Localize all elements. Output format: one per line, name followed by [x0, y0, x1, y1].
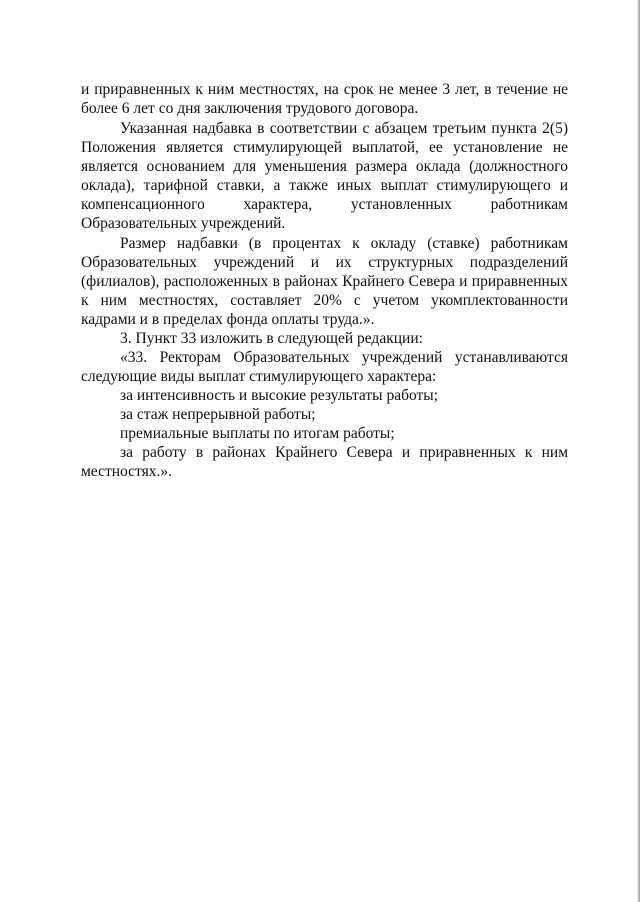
paragraph-allowance-status: Указанная надбавка в соответствии с абзацем третьим пункта 2(5) Положения является стимулирующей выплатой, ее установление не является основанием для уменьшения размера оклада (должностного оклада), тарифной ставки, а также иных выплат стимулирующего и компенсационного характера, установленных работникам Образовательных учреждений. — [81, 120, 568, 232]
paragraph-clause-33: «33. Ректорам Образовательных учреждений устанавливаются следующие виды выплат стимулирующего характера: — [81, 349, 568, 385]
list-item-north: за работу в районах Крайнего Севера и приравненных к ним местностях.». — [81, 444, 568, 480]
list-item-seniority: за стаж непрерывной работы; — [120, 406, 316, 423]
document-body — [81, 80, 568, 481]
paragraph-continuation: и приравненных к ним местностях, на срок не менее 3 лет, в течение не более 6 лет со дня заключения трудового договора. — [81, 81, 568, 117]
paragraph-allowance-size: Размер надбавки (в процентах к окладу (ставке) работникам Образовательных учреждений и их структурных подразделений (филиалов), расположенных в районах Крайнего Севера и приравненных к ним местностях, составляет 20% с учетом укомплектованности кадрами и в пределах фонда оплаты труда.». — [81, 235, 568, 328]
list-item-intensity: за интенсивность и высокие результаты работы; — [120, 387, 439, 404]
paragraph-item-3: 3. Пункт 33 изложить в следующей редакции: — [120, 330, 423, 347]
list-item-bonus: премиальные выплаты по итогам работы; — [120, 425, 395, 442]
